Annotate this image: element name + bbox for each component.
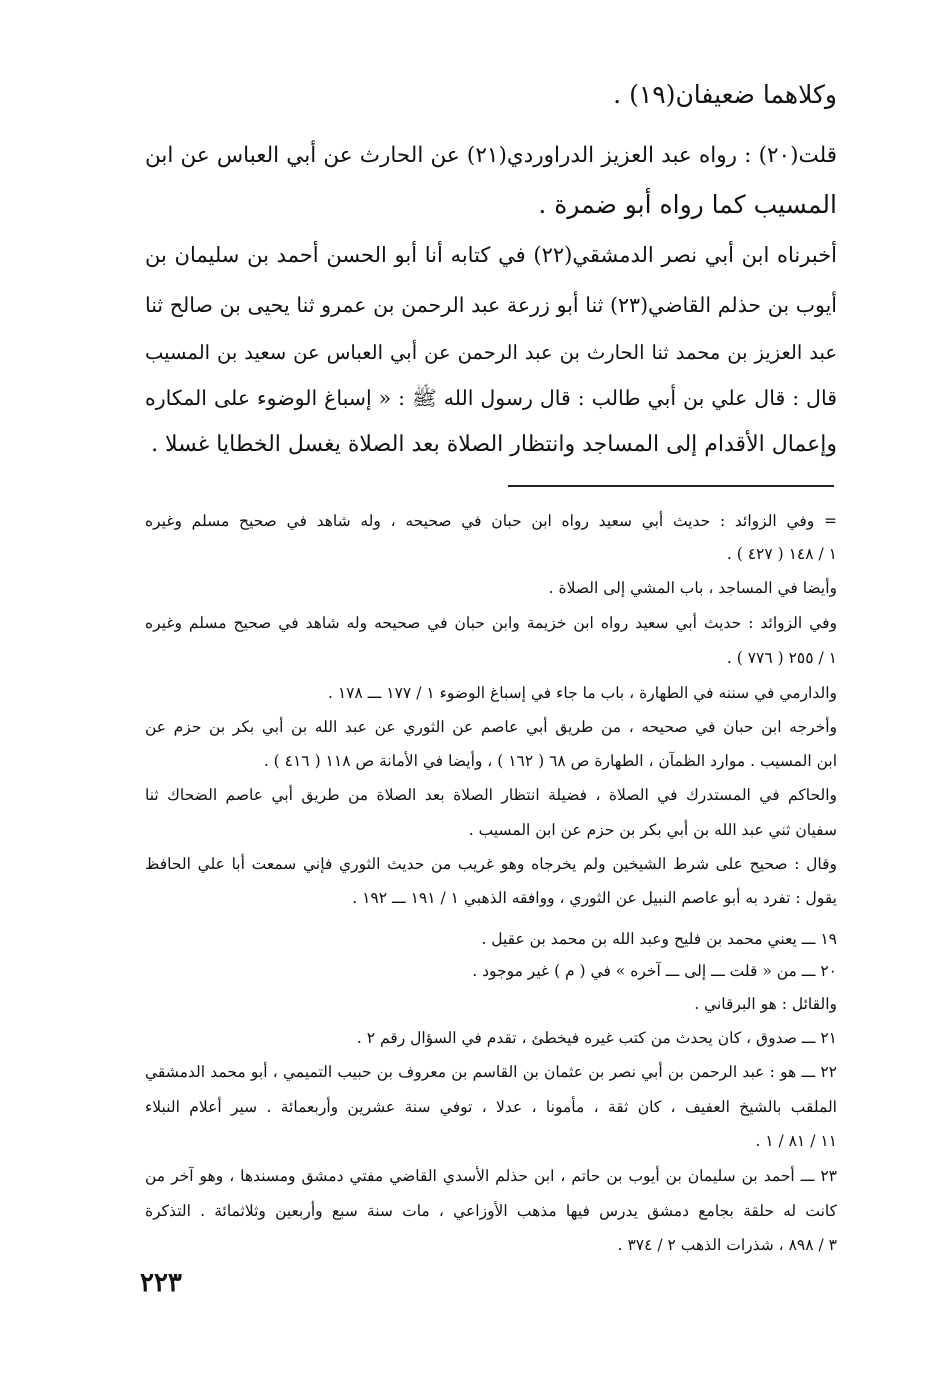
footnote-21: ٢١ ـــ صدوق ، كان يحدث من كتب غيره فيخطئ ، تقدم في السؤال رقم ٢ . xyxy=(356,1029,837,1047)
footnote-line: وفي الزوائد : حديث أبي سعيد رواه ابن خزيمة وابن حبان في صحيحه وله شاهد في صحيح مسلم وغيره xyxy=(145,614,837,632)
footnote-line: ١ / ١٤٨ ( ٤٢٧ ) . xyxy=(726,545,837,563)
footnote-line: والحاكم في المستدرك في الصلاة ، فضيلة انتظار الصلاة بعد الصلاة من طريق أبي عاصم الضحاك ثنا xyxy=(145,786,837,804)
footnote-separator xyxy=(508,485,834,487)
footnote-line: ١ / ٢٥٥ ( ٧٧٦ ) . xyxy=(726,649,837,667)
footnote-line: والدارمي في سننه في الطهارة ، باب ما جاء في إسباغ الوضوء ١ / ١٧٧ ـــ ١٧٨ . xyxy=(327,684,837,702)
main-text-line: قال : قال علي بن أبي طالب : قال رسول الله ﷺ : « إسباغ الوضوء على المكاره xyxy=(145,386,837,410)
footnote-line: = وفي الزوائد : حديث أبي سعيد رواه ابن حبان في صحيحه ، وله شاهد في صحيح مسلم وغيره xyxy=(145,512,837,530)
main-text-line: عبد العزيز بن محمد ثنا الحارث بن عبد الرحمن عن أبي العباس عن سعيد بن المسيب xyxy=(145,341,837,364)
footnote-line: وأيضا في المساجد ، باب المشي إلى الصلاة . xyxy=(548,579,837,597)
footnote-23: ٢٣ ـــ أحمد بن سليمان بن أيوب بن حاتم ، ابن حذلم الأسدي القاضي مفتي دمشق ومسندها ، وهو آخر من xyxy=(145,1167,837,1185)
footnote-line: والقائل : هو البرقاني . xyxy=(694,995,837,1013)
main-text-line: قلت(٢٠) : رواه عبد العزيز الدراوردي(٢١) عن الحارث عن أبي العباس عن ابن xyxy=(145,143,838,168)
footnote-22: ٢٢ ـــ هو : عبد الرحمن بن أبي نصر بن عثمان بن القاسم بن معروف بن حبيب التميمي ، أبو محمد الدمشقي xyxy=(145,1063,837,1081)
main-text-line: أيوب بن حذلم القاضي(٢٣) ثنا أبو زرعة عبد الرحمن بن عمرو ثنا يحيى بن صالح ثنا xyxy=(145,293,837,317)
footnote-line: كانت له حلقة بجامع دمشق يدرس فيها مذهب الأوزاعي ، مات سنة سبع وأربعين وثلاثمائة . التذكرة xyxy=(145,1202,837,1220)
footnote-line: ١١ / ٨١ / ١ . xyxy=(755,1132,837,1150)
footnote-line: يقول : تفرد به أبو عاصم النبيل عن الثوري ، ووافقه الذهبي ١ / ١٩١ ـــ ١٩٢ . xyxy=(352,889,837,907)
main-text-line: المسيب كما رواه أبو ضمرة . xyxy=(538,190,837,219)
footnote-line: ٣ / ٨٩٨ ، شذرات الذهب ٢ / ٣٧٤ . xyxy=(617,1236,837,1254)
main-text-line: أخبرناه ابن أبي نصر الدمشقي(٢٢) في كتابه أنا أبو الحسن أحمد بن سليمان بن xyxy=(145,243,838,267)
main-text-line: وكلاهما ضعيفان(١٩) . xyxy=(613,80,837,109)
footnote-19: ١٩ ـــ يعني محمد بن فليح وعبد الله بن محمد بن عقيل . xyxy=(481,930,837,948)
page-number: ٢٢٣ xyxy=(140,1268,182,1298)
footnote-line: ابن المسيب . موارد الظمآن ، الطهارة ص ٦٨ ( ١٦٢ ) ، وأيضا في الأمانة ص ١١٨ ( ٤١٦ ) . xyxy=(263,752,837,770)
footnote-line: سفيان ثني عبد الله بن أبي بكر بن حزم عن ابن المسيب . xyxy=(468,821,837,839)
footnote-line: وأخرجه ابن حبان في صحيحه ، من طريق أبي عاصم عن الثوري عن عبد الله بن أبي بكر بن حزم عن xyxy=(145,718,837,736)
footnote-20: ٢٠ ـــ من « قلت ـــ إلى ـــ آخره » في ( م ) غير موجود . xyxy=(472,962,837,980)
footnote-line: وقال : صحيح على شرط الشيخين ولم يخرجاه وهو غريب من حديث الثوري فإني سمعت أبا علي الحافظ xyxy=(145,855,837,873)
main-text-line: وإعمال الأقدام إلى المساجد وانتظار الصلاة بعد الصلاة يغسل الخطايا غسلا . xyxy=(151,432,837,457)
footnote-line: الملقب بالشيخ العفيف ، كان ثقة ، مأمونا ، عدلا ، توفي سنة عشرين وأربعمائة . سير أعلام النبلاء xyxy=(145,1098,837,1116)
